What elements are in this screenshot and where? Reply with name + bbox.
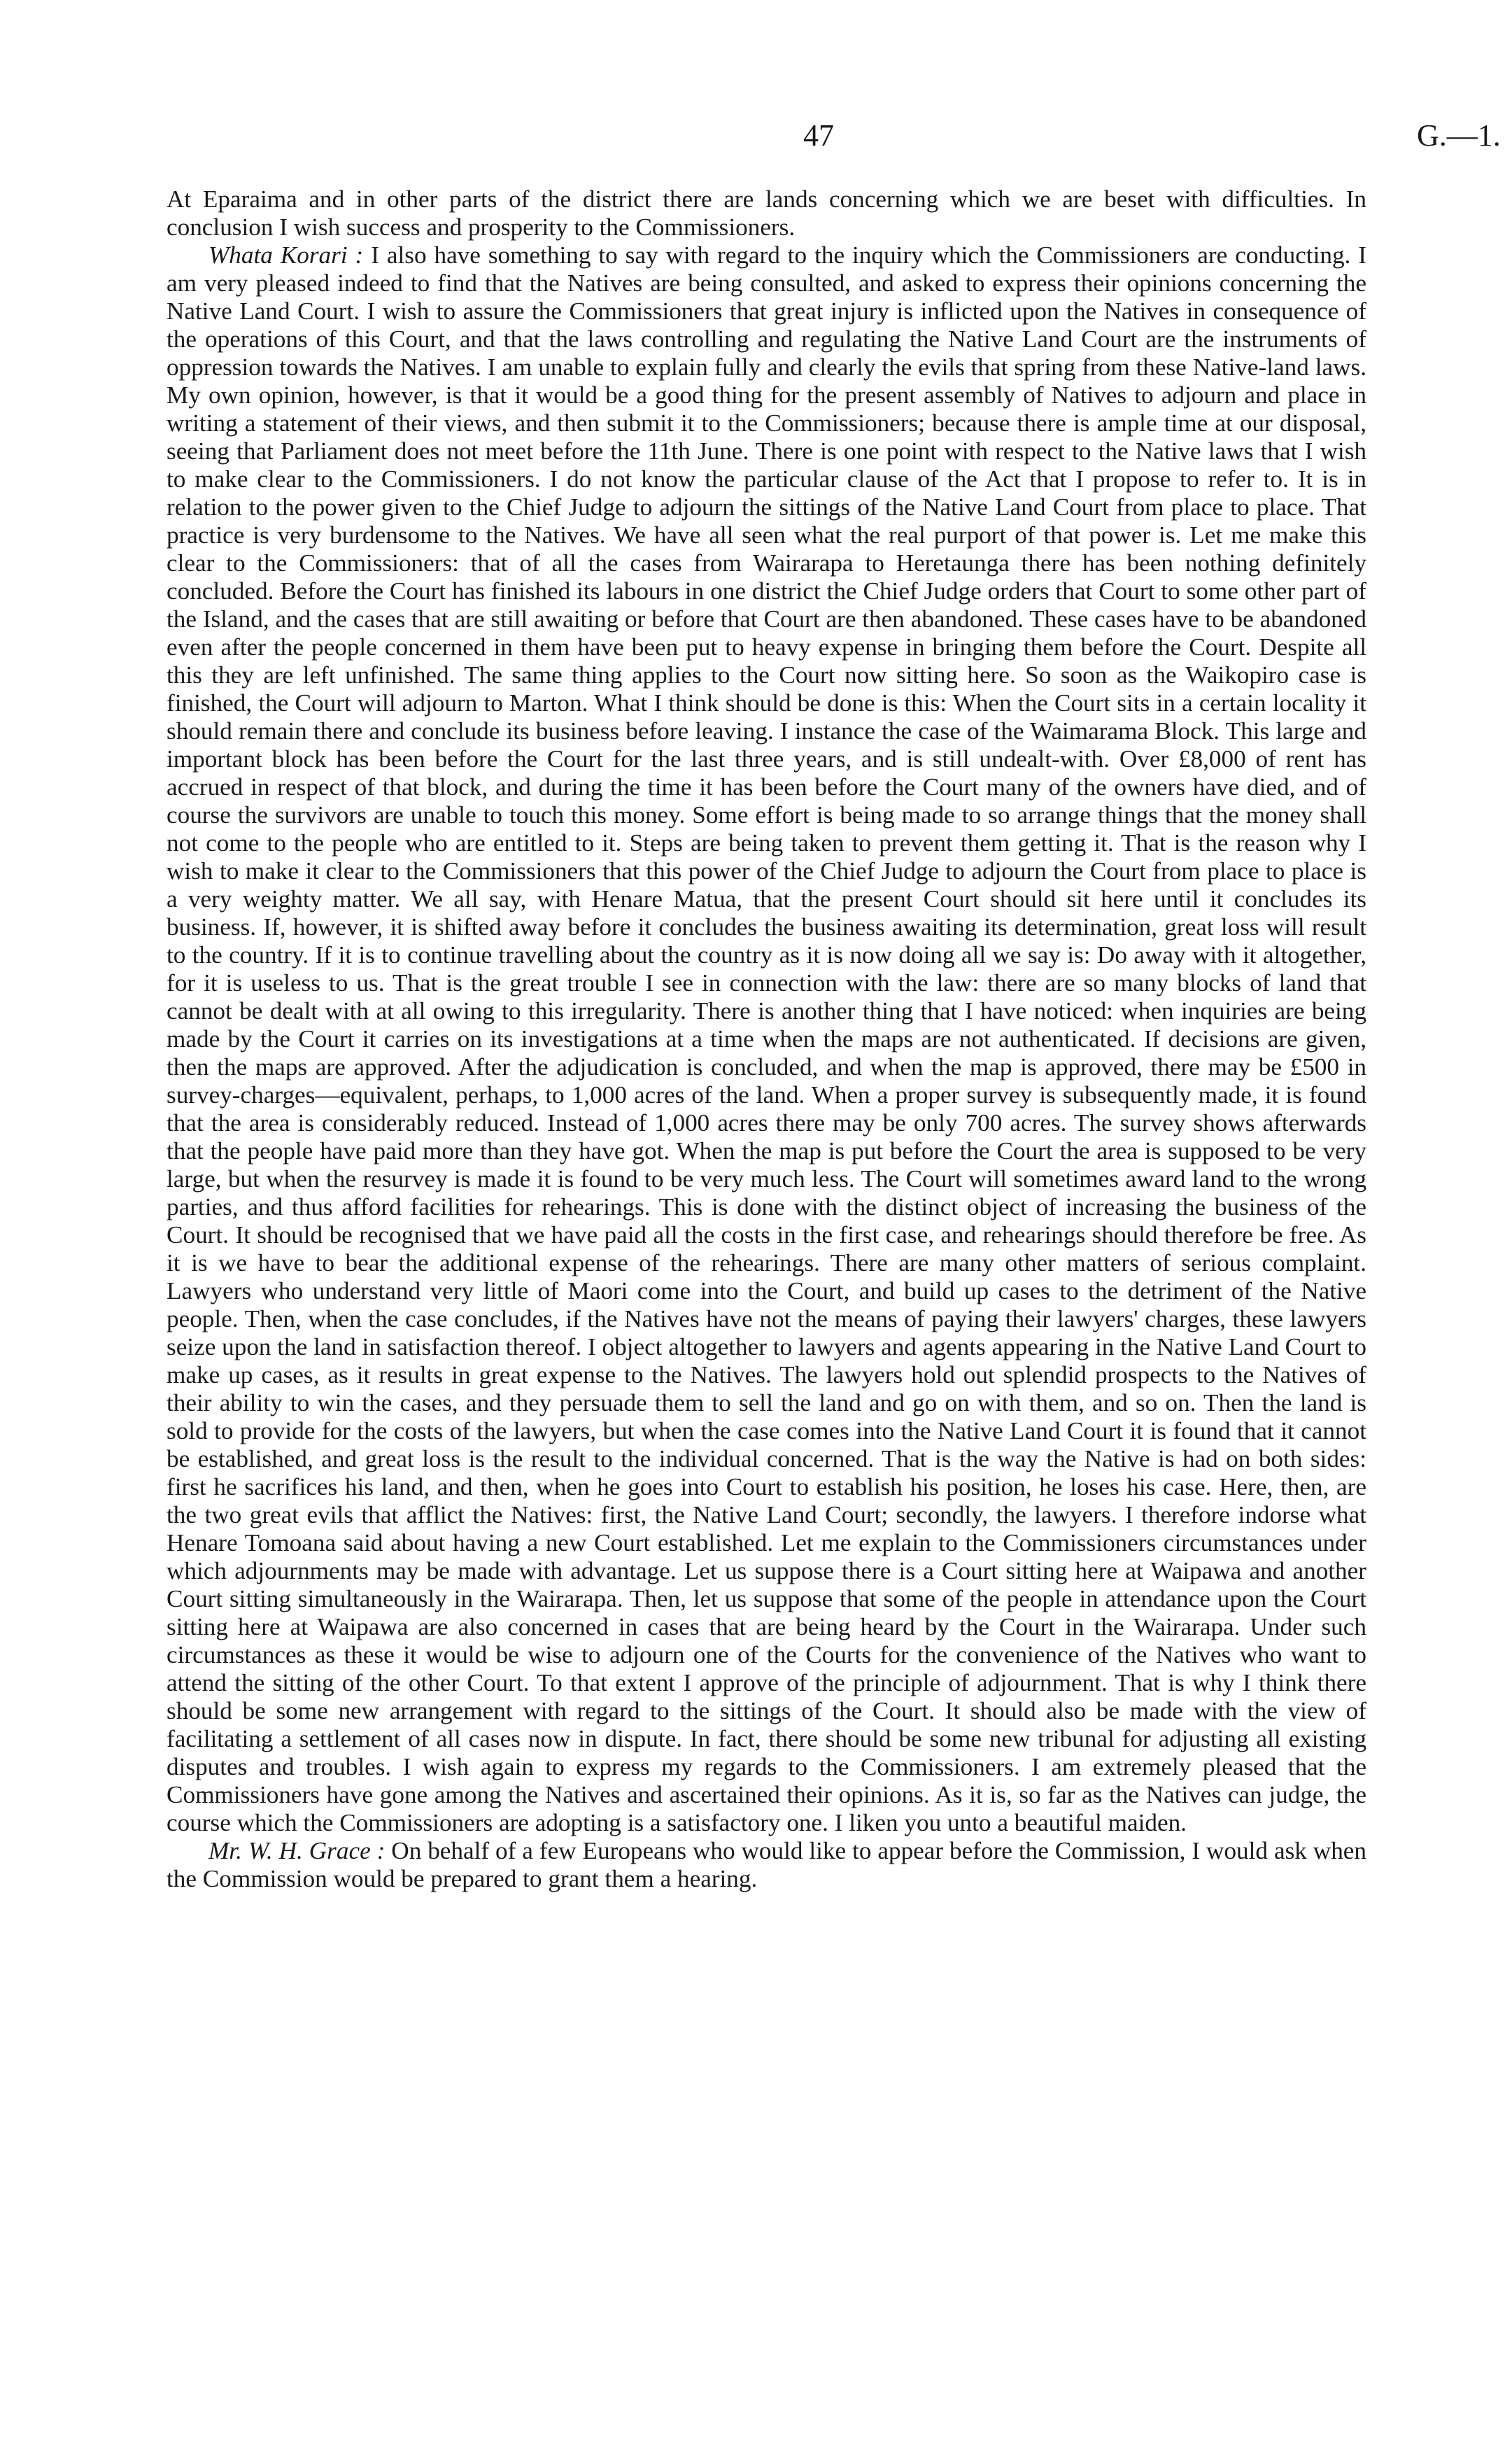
speaker-name: Mr. W. H. Grace :: [209, 1837, 386, 1864]
speaker-name: Whata Korari :: [209, 241, 364, 269]
paragraph-w-h-grace: [167, 1837, 1366, 1893]
paragraph-text: At Eparaima and in other parts of the district there are lands concerning which we are beset with difficulties. In conclusion I wish success and prosperity to the Commissioners.: [167, 185, 1366, 241]
document-reference: G.—1.: [1417, 118, 1501, 153]
paragraph-text: I also have something to say with regard to the inquiry which the Commissioners are conducting. I am very pleased indeed to find that the Natives are being consulted, and asked to express their opinions concerning the Native Land Court. I wish to assure the Commissioners that great injury is inflicted upon the Natives in consequence of the operations of this Court, and that the laws controlling and regulating the Native Land Court are the instruments of oppression towards the Natives. I am unable to explain fully and clearly the evils that spring from these Native-land laws. My own opinion, however, is that it would be a good thing for the present assembly of Natives to adjourn and place in writing a statement of their views, and then submit it to the Commissioners; because there is ample time at our disposal, seeing that Parliament does not meet before the 11th June. There is one point with respect to the Native laws that I wish to make clear to the Commissioners. I do not know the particular clause of the Act that I propose to refer to. It is in relation to the power given to the Chief Judge to adjourn the sittings of the Native Land Court from place to place. That practice is very burdensome to the Natives. We have all seen what the real purport of that power is. Let me make this clear to the Commissioners: that of all the cases from Wairarapa to Heretaunga there has been nothing definitely concluded. Before the Court has finished its labours in one district the Chief Judge orders that Court to some other part of the Island, and the cases that are still awaiting or before that Court are then abandoned. These cases have to be abandoned even after the people concerned in them have been put to heavy expense in bringing them before the Court. Despite all this they are left unfinished. The same thing applies to the Court now sitting here. So soon as the Waikopiro case is finished, the Court will adjourn to Marton. What I think should be done is this: When the Court sits in a certain locality it should remain there and conclude its business before leaving. I instance the case of the Waimarama Block. This large and important block has been before the Court for the last three years, and is still undealt-with. Over £8,000 of rent has accrued in respect of that block, and during the time it has been before the Court many of the owners have died, and of course the survivors are unable to touch this money. Some effort is being made to so arrange things that the money shall not come to the people who are entitled to it. Steps are being taken to prevent them getting it. That is the reason why I wish to make it clear to the Commissioners that this power of the Chief Judge to adjourn the Court from place to place is a very weighty matter. We all say, with Henare Matua, that the present Court should sit here until it concludes its business. If, however, it is shifted away before it concludes the business awaiting its determination, great loss will result to the country. If it is to continue travelling about the country as it is now doing all we say is: Do away with it altogether, for it is useless to us. That is the great trouble I see in connection with the law: there are so many blocks of land that cannot be dealt with at all owing to this irregularity. There is another thing that I have noticed: when inquiries are being made by the Court it carries on its investigations at a time when the maps are not authenticated. If decisions are given, then the maps are approved. After the adjudication is concluded, and when the map is approved, there may be £500 in survey-charges—equivalent, perhaps, to 1,000 acres of the land. When a proper survey is subsequently made, it is found that the area is considerably reduced. Instead of 1,000 acres there may be only 700 acres. The survey shows afterwards that the people have paid more than they have got. When the map is put before the Court the area is supposed to be very large, but when the resurvey is made it is found to be very much less. The Court will sometimes award land to the wrong parties, and thus afford facilities for rehearings. This is done with the distinct object of increasing the business of the Court. It should be recognised that we have paid all the costs in the first case, and rehearings should therefore be free. As it is we have to bear the additional expense of the rehearings. There are many other matters of serious complaint. Lawyers who understand very little of Maori come into the Court, and build up cases to the detriment of the Native people. Then, when the case concludes, if the Natives have not the means of paying their lawyers' charges, these lawyers seize upon the land in satisfaction thereof. I object altogether to lawyers and agents appearing in the Native Land Court to make up cases, as it results in great expense to the Natives. The lawyers hold out splendid prospects to the Natives of their ability to win the cases, and they persuade them to sell the land and go on with them, and so on. Then the land is sold to provide for the costs of the lawyers, but when the case comes into the Native Land Court it is found that it cannot be established, and great loss is the result to the individual concerned. That is the way the Native is had on both sides: first he sacrifices his land, and then, when he goes into Court to establish his position, he loses his case. Here, then, are the two great evils that afflict the Natives: first, the Native Land Court; secondly, the lawyers. I therefore indorse what Henare Tomoana said about having a new Court established. Let me explain to the Commissioners circumstances under which adjournments may be made with advantage. Let us suppose there is a Court sitting here at Waipawa and another Court sitting simultaneously in the Wairarapa. Then, let us suppose that some of the people in attendance upon the Court sitting here at Waipawa are also concerned in cases that are being heard by the Court in the Wairarapa. Under such circumstances as these it would be wise to adjourn one of the Courts for the convenience of the Natives who want to attend the sitting of the other Court. To that extent I approve of the principle of adjournment. That is why I think there should be some new arrangement with regard to the sittings of the Court. It should also be made with the view of facilitating a settlement of all cases now in dispute. In fact, there should be some new tribunal for adjusting all existing disputes and troubles. I wish again to express my regards to the Commissioners. I am extremely pleased that the Commissioners have gone among the Natives and ascertained their opinions. As it is, so far as the Natives can judge, the course which the Commissioners are adopting is a satisfactory one. I liken you unto a beautiful maiden.: [167, 241, 1366, 1836]
paragraph-text: On behalf of a few Europeans who would like to appear before the Commission, I would ask when the Commission would be prepared to grant them a hearing.: [167, 1837, 1366, 1892]
paragraph-opening: [167, 185, 1366, 241]
page-number: 47: [803, 118, 834, 153]
paragraph-whata-korari: [167, 241, 1366, 1837]
body-text: [167, 185, 1366, 1893]
